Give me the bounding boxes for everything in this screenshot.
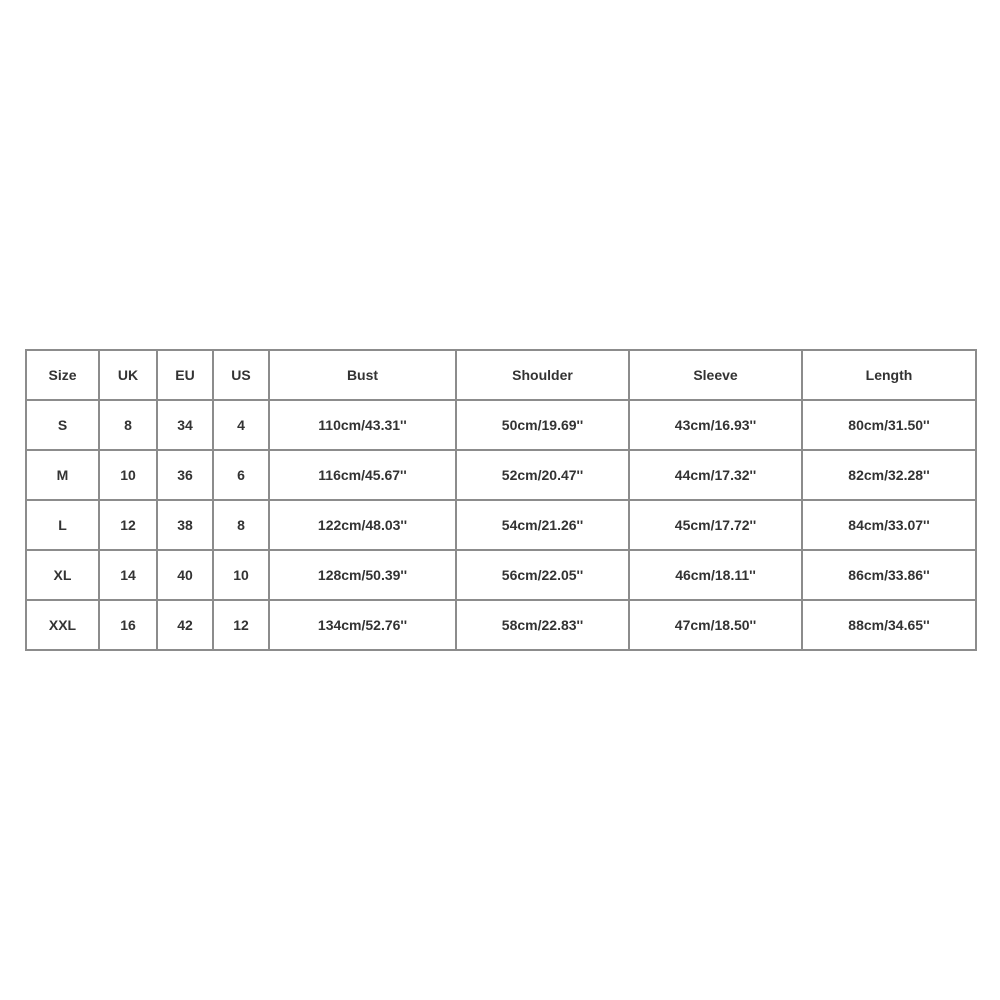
header-length: Length: [802, 350, 976, 400]
cell-length: 86cm/33.86'': [802, 550, 976, 600]
cell-bust: 128cm/50.39'': [269, 550, 456, 600]
cell-uk: 14: [99, 550, 157, 600]
header-bust: Bust: [269, 350, 456, 400]
cell-us: 12: [213, 600, 269, 650]
header-uk: UK: [99, 350, 157, 400]
header-size: Size: [26, 350, 99, 400]
header-shoulder: Shoulder: [456, 350, 629, 400]
header-eu: EU: [157, 350, 213, 400]
cell-eu: 36: [157, 450, 213, 500]
cell-sleeve: 46cm/18.11'': [629, 550, 802, 600]
cell-us: 4: [213, 400, 269, 450]
cell-bust: 110cm/43.31'': [269, 400, 456, 450]
cell-bust: 122cm/48.03'': [269, 500, 456, 550]
cell-length: 82cm/32.28'': [802, 450, 976, 500]
header-us: US: [213, 350, 269, 400]
cell-shoulder: 58cm/22.83'': [456, 600, 629, 650]
cell-sleeve: 43cm/16.93'': [629, 400, 802, 450]
cell-eu: 42: [157, 600, 213, 650]
header-row: [26, 350, 976, 400]
cell-shoulder: 52cm/20.47'': [456, 450, 629, 500]
cell-uk: 10: [99, 450, 157, 500]
cell-bust: 134cm/52.76'': [269, 600, 456, 650]
cell-length: 88cm/34.65'': [802, 600, 976, 650]
table-row: [26, 600, 976, 650]
cell-shoulder: 54cm/21.26'': [456, 500, 629, 550]
cell-eu: 38: [157, 500, 213, 550]
cell-uk: 8: [99, 400, 157, 450]
cell-size: L: [26, 500, 99, 550]
header-sleeve: Sleeve: [629, 350, 802, 400]
cell-eu: 34: [157, 400, 213, 450]
cell-eu: 40: [157, 550, 213, 600]
cell-sleeve: 47cm/18.50'': [629, 600, 802, 650]
cell-us: 10: [213, 550, 269, 600]
cell-us: 8: [213, 500, 269, 550]
cell-bust: 116cm/45.67'': [269, 450, 456, 500]
table-row: [26, 550, 976, 600]
cell-size: M: [26, 450, 99, 500]
table-row: [26, 500, 976, 550]
cell-shoulder: 56cm/22.05'': [456, 550, 629, 600]
cell-sleeve: 45cm/17.72'': [629, 500, 802, 550]
cell-size: XXL: [26, 600, 99, 650]
cell-size: S: [26, 400, 99, 450]
cell-uk: 12: [99, 500, 157, 550]
cell-sleeve: 44cm/17.32'': [629, 450, 802, 500]
cell-size: XL: [26, 550, 99, 600]
cell-shoulder: 50cm/19.69'': [456, 400, 629, 450]
cell-length: 84cm/33.07'': [802, 500, 976, 550]
cell-uk: 16: [99, 600, 157, 650]
cell-us: 6: [213, 450, 269, 500]
table-row: [26, 450, 976, 500]
cell-length: 80cm/31.50'': [802, 400, 976, 450]
size-chart-table: [25, 349, 977, 651]
table-row: [26, 400, 976, 450]
